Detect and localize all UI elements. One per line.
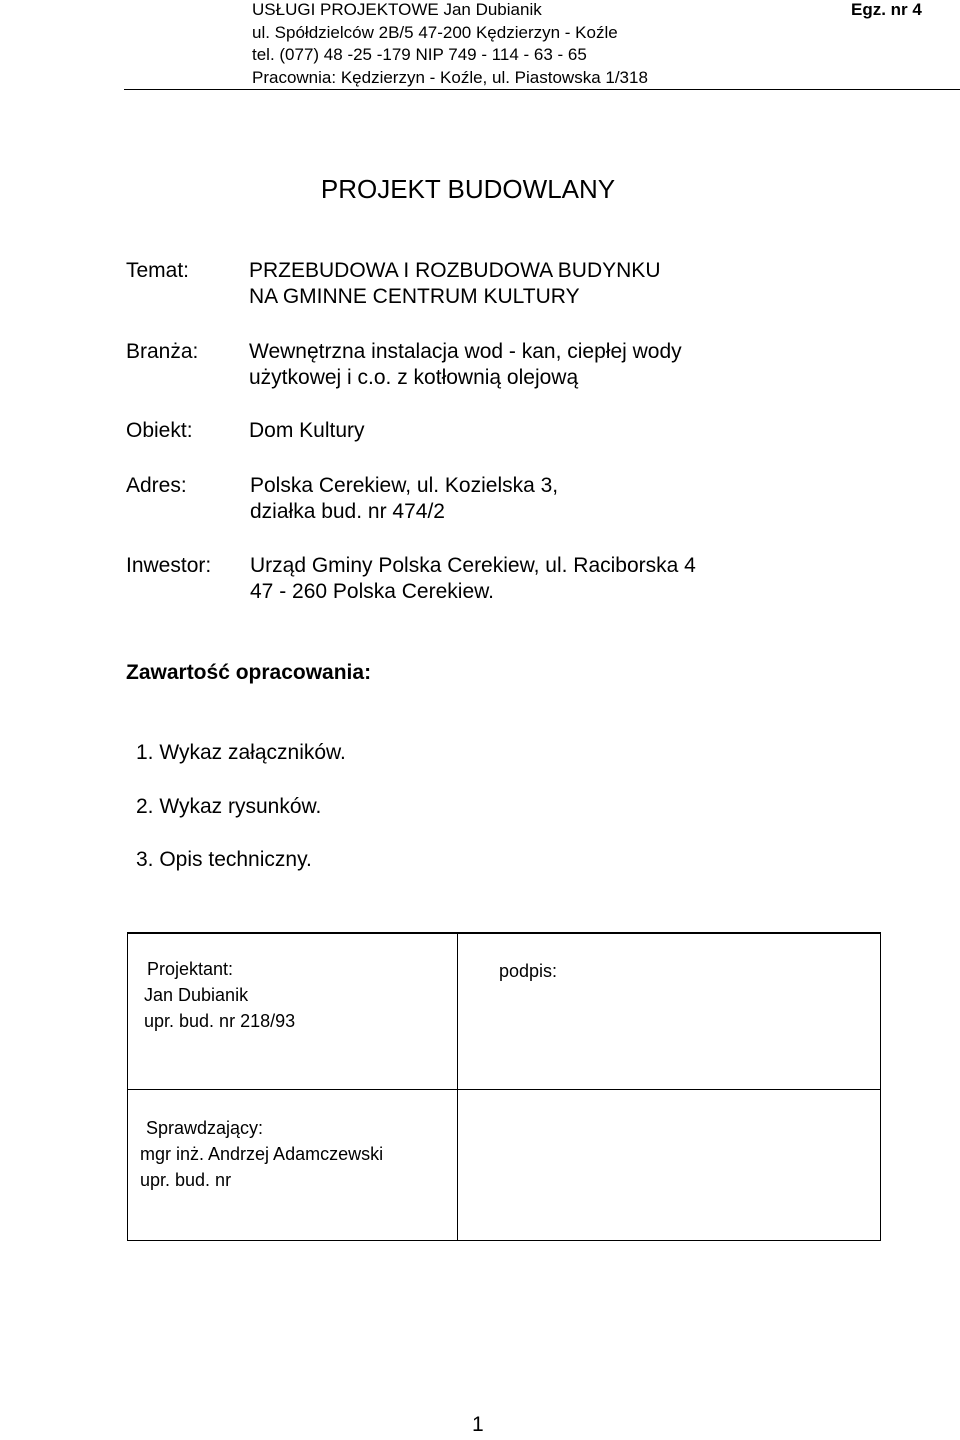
branza-value-line2: użytkowej i c.o. z kotłownią olejową <box>249 366 579 389</box>
page-title: PROJEKT BUDOWLANY <box>320 174 616 204</box>
sprawdzajacy-cell <box>128 1090 458 1241</box>
inwestor-value-line1: Urząd Gminy Polska Cerekiew, ul. Raciborska 4 <box>250 554 696 577</box>
contents-item: 3. Opis techniczny. <box>136 848 312 871</box>
inwestor-value-line2: 47 - 260 Polska Cerekiew. <box>250 580 494 603</box>
obiekt-label: Obiekt: <box>126 419 193 442</box>
adres-value-line2: działka bud. nr 474/2 <box>250 500 445 523</box>
podpis-label: podpis: <box>499 961 558 981</box>
copy-number: Egz. nr 4 <box>851 0 922 19</box>
adres-value-line1: Polska Cerekiew, ul. Kozielska 3, <box>250 474 559 497</box>
page-number: 1 <box>472 1413 484 1436</box>
branza-label: Branża: <box>126 340 199 363</box>
temat-value-line1: PRZEBUDOWA I ROZBUDOWA BUDYNKU <box>249 259 661 282</box>
projektant-name: Jan Dubianik <box>144 985 249 1005</box>
sprawdzajacy-name: mgr inż. Andrzej Adamczewski <box>140 1144 384 1164</box>
temat-value-line2: NA GMINNE CENTRUM KULTURY <box>249 285 580 308</box>
projektant-label: Projektant: <box>147 959 234 979</box>
company-address: ul. Spółdzielców 2B/5 47-200 Kędzierzyn - Koźle <box>252 23 618 42</box>
company-workshop: Pracownia: Kędzierzyn - Koźle, ul. Piastowska 1/318 <box>252 68 648 87</box>
adres-label: Adres: <box>126 474 187 497</box>
podpis-cell <box>458 933 881 1090</box>
company-name: USŁUGI PROJEKTOWE Jan Dubianik <box>252 0 542 19</box>
inwestor-label: Inwestor: <box>126 554 212 577</box>
contents-item: 2. Wykaz rysunków. <box>136 795 322 818</box>
contents-heading: Zawartość opracowania: <box>126 661 372 684</box>
sprawdzajacy-label: Sprawdzający: <box>146 1118 264 1138</box>
signature-table <box>127 932 881 1241</box>
temat-label: Temat: <box>126 259 190 282</box>
obiekt-value: Dom Kultury <box>249 419 365 442</box>
sprawdzajacy-signature-cell <box>458 1090 881 1241</box>
projektant-cell <box>128 933 458 1090</box>
header-divider <box>124 89 960 90</box>
company-phone-nip: tel. (077) 48 -25 -179 NIP 749 - 114 - 63 - 65 <box>252 45 587 64</box>
branza-value-line1: Wewnętrzna instalacja wod - kan, ciepłej wody <box>249 340 682 363</box>
projektant-license: upr. bud. nr 218/93 <box>144 1011 296 1031</box>
contents-item: 1. Wykaz załączników. <box>136 741 346 764</box>
sprawdzajacy-license: upr. bud. nr <box>140 1170 232 1190</box>
